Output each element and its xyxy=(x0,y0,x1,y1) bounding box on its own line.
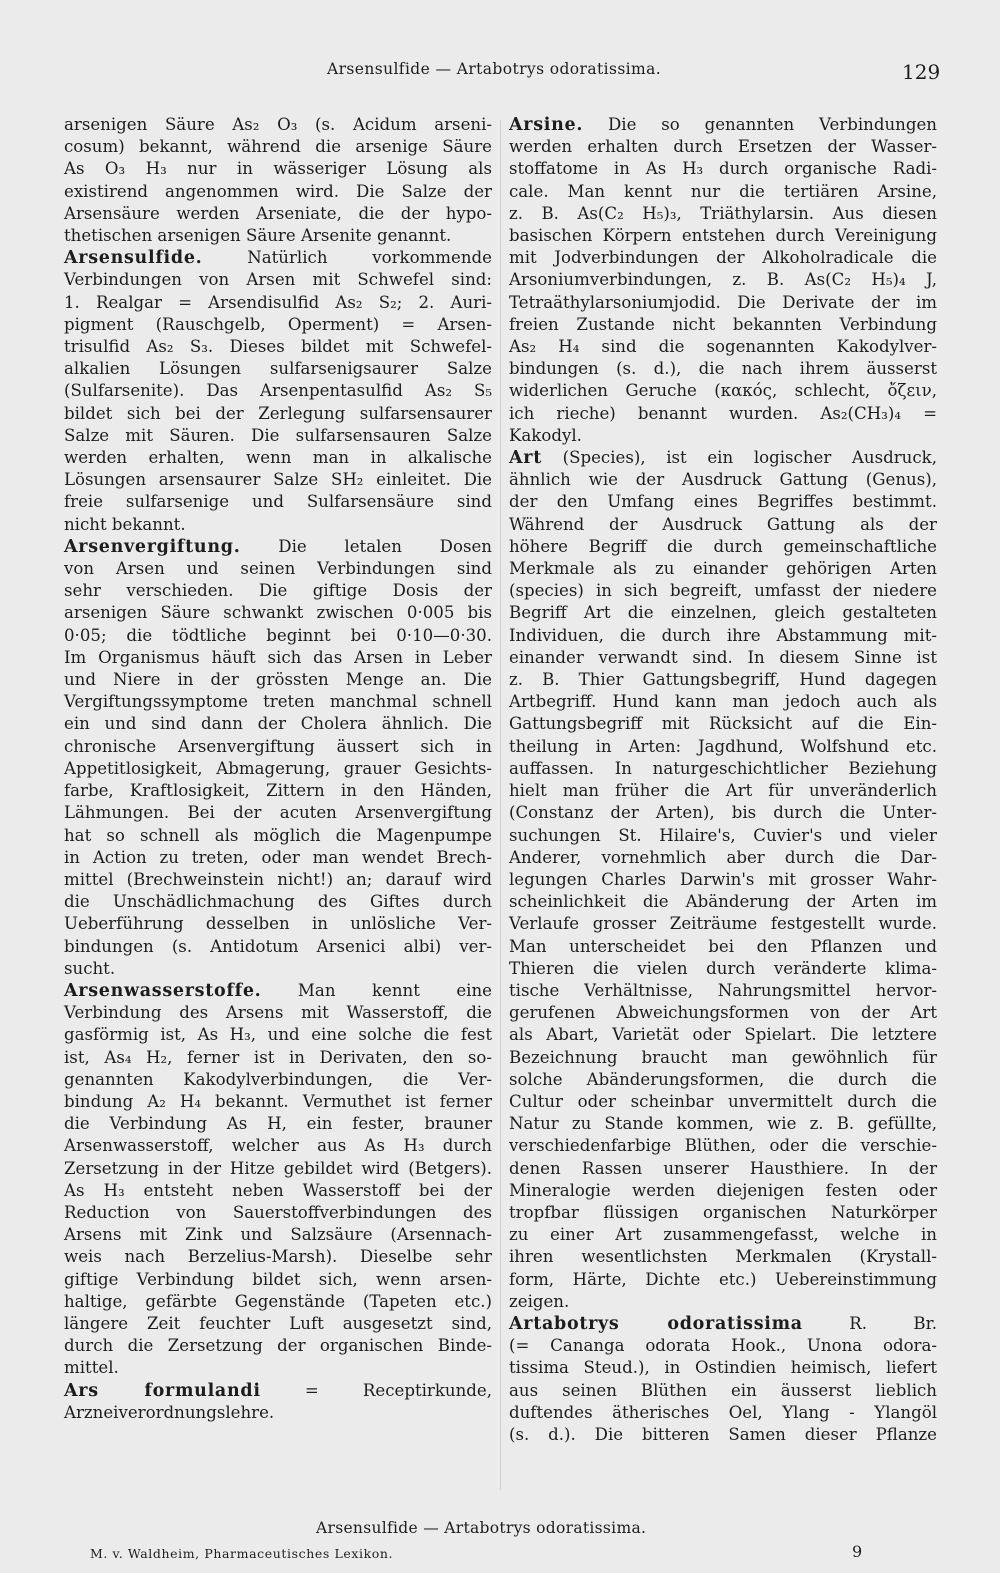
text-line xyxy=(64,1202,492,1224)
line-text: der den Umfang eines Begriffes bestimmt. xyxy=(509,492,937,512)
text-line xyxy=(509,602,937,624)
line-text: sehr verschieden. Die giftige Dosis der xyxy=(64,581,492,601)
line-text: ich rieche) benannt wurden. As₂(CH₃)₄ = xyxy=(509,403,937,423)
text-line xyxy=(509,558,937,580)
text-line xyxy=(509,292,937,314)
line-text: freie sulfarsenige und Sulfarsensäure sind xyxy=(64,492,492,512)
line-text: Reduction von Sauerstoffverbindungen des xyxy=(64,1202,492,1222)
text-line xyxy=(509,1291,937,1313)
line-text: thetischen arsenigen Säure Arsenite genannt. xyxy=(64,226,452,246)
line-text: theilung in Arten: Jagdhund, Wolfshund etc. xyxy=(509,736,937,756)
line-text: Cultur oder scheinbar unvermittelt durch die xyxy=(509,1091,937,1111)
text-line xyxy=(64,913,492,935)
text-line xyxy=(64,691,492,713)
line-text: hielt man früher die Art für unveränderlich xyxy=(509,781,937,801)
text-line xyxy=(509,647,937,669)
entry-headword: Arsine. xyxy=(509,115,584,135)
line-text: Begriff Art die einzelnen, gleich gestalteten xyxy=(509,603,937,623)
text-line xyxy=(64,514,492,536)
text-line xyxy=(509,869,937,891)
line-text: Vergiftungssymptome treten manchmal schnell xyxy=(64,692,492,712)
text-line xyxy=(509,736,937,758)
text-line xyxy=(509,469,937,491)
text-line xyxy=(509,1024,937,1046)
text-line xyxy=(64,447,492,469)
line-text: cosum) bekannt, während die arsenige Säure xyxy=(64,137,492,157)
text-line xyxy=(64,380,492,402)
right-column xyxy=(509,114,937,1446)
line-text: nicht bekannt. xyxy=(64,514,186,534)
text-line xyxy=(509,936,937,958)
text-line xyxy=(509,1402,937,1424)
text-line xyxy=(64,1335,492,1357)
text-line xyxy=(64,958,492,980)
line-text: höhere Begriff die durch gemeinschaftliche xyxy=(509,536,937,556)
text-line xyxy=(509,247,937,269)
text-line xyxy=(509,403,937,425)
text-line xyxy=(509,758,937,780)
line-text: Man unterscheidet bei den Pflanzen und xyxy=(509,936,937,956)
line-text: Verbindungen von Arsen mit Schwefel sind: xyxy=(64,270,492,290)
text-line xyxy=(64,1024,492,1046)
text-line xyxy=(64,1047,492,1069)
line-text: zeigen. xyxy=(509,1291,570,1311)
line-text: z. B. As(C₂ H₅)₃, Triäthylarsin. Aus diesen xyxy=(509,203,937,223)
column-divider xyxy=(500,120,501,1490)
line-text: Natürlich vorkommende xyxy=(202,248,492,268)
text-line xyxy=(64,1313,492,1335)
line-text: in Action zu treten, oder man wendet Brech- xyxy=(64,847,492,867)
text-line xyxy=(64,225,492,247)
text-line xyxy=(64,580,492,602)
line-text: Lähmungen. Bei der acuten Arsenvergiftung xyxy=(64,803,492,823)
line-text: bildet sich bei der Zerlegung sulfarsensaurer xyxy=(64,403,492,423)
text-line xyxy=(64,1091,492,1113)
line-text: Artbegriff. Hund kann man jedoch auch als xyxy=(509,692,937,712)
line-text: ist, As₄ H₂, ferner ist in Derivaten, den so- xyxy=(64,1047,492,1067)
line-text: hat so schnell als möglich die Magenpumpe xyxy=(64,825,492,845)
text-line xyxy=(64,469,492,491)
line-text: aus seinen Blüthen ein äusserst lieblich xyxy=(509,1380,937,1400)
running-title: Arsensulfide — Artabotrys odoratissima. xyxy=(327,60,662,78)
text-line xyxy=(509,1047,937,1069)
line-text: widerlichen Geruche (κακός, schlecht, ὄζειν, xyxy=(509,381,937,401)
line-text: (s. d.). Die bitteren Samen dieser Pflanze xyxy=(509,1424,937,1444)
line-text: Arsens mit Zink und Salzsäure (Arsennach- xyxy=(64,1225,492,1245)
text-line xyxy=(509,1313,937,1335)
line-text: gerufenen Abweichungsformen von der Art xyxy=(509,1003,937,1023)
line-text: Ueberführung desselben in unlösliche Ver- xyxy=(64,914,492,934)
line-text: verschiedenfarbige Blüthen, oder die verschie- xyxy=(509,1136,937,1156)
entry-headword: Arsensulfide. xyxy=(64,248,203,269)
line-text: As O₃ H₃ nur in wässeriger Lösung als xyxy=(64,159,492,179)
line-text: Merkmale als zu einander gehörigen Arten xyxy=(509,559,937,579)
text-line xyxy=(64,1269,492,1291)
text-line xyxy=(509,358,937,380)
line-text: Kakodyl. xyxy=(509,425,582,445)
text-line xyxy=(64,1135,492,1157)
line-text: (Constanz der Arten), bis durch die Unter- xyxy=(509,803,937,823)
line-text: scheinlichkeit die Abänderung der Arten im xyxy=(509,892,937,912)
text-line xyxy=(64,1113,492,1135)
line-text: tissima Steud.), in Ostindien heimisch, liefert xyxy=(509,1358,937,1378)
text-line xyxy=(509,225,937,247)
text-line xyxy=(64,203,492,225)
text-line xyxy=(509,780,937,802)
line-text: ein und sind dann der Cholera ähnlich. Die xyxy=(64,714,492,734)
text-line xyxy=(509,491,937,513)
line-text: werden erhalten, wenn man in alkalische xyxy=(64,448,492,468)
text-line xyxy=(64,181,492,203)
line-text: längere Zeit feuchter Luft ausgesetzt sind, xyxy=(64,1313,492,1333)
line-text: freien Zustande nicht bekannten Verbindung xyxy=(509,314,937,334)
line-text: Appetitlosigkeit, Abmagerung, grauer Gesichts- xyxy=(64,758,492,778)
text-line xyxy=(509,1269,937,1291)
text-line xyxy=(509,536,937,558)
line-text: einander verwandt sind. In diesem Sinne ist xyxy=(509,647,937,667)
text-line xyxy=(64,1002,492,1024)
text-line xyxy=(509,425,937,447)
line-text: ihren wesentlichsten Merkmalen (Krystall- xyxy=(509,1247,937,1267)
line-text: legungen Charles Darwin's mit grosser Wahr- xyxy=(509,869,937,889)
text-line xyxy=(509,1069,937,1091)
line-text: ähnlich wie der Ausdruck Gattung (Genus), xyxy=(509,470,937,490)
line-text: stoffatome in As H₃ durch organische Radi- xyxy=(509,159,937,179)
line-text: (Species), ist ein logischer Ausdruck, xyxy=(541,448,937,468)
line-text: genannten Kakodylverbindungen, die Ver- xyxy=(64,1069,492,1089)
line-text: cale. Man kennt nur die tertiären Arsine, xyxy=(509,181,937,201)
text-line xyxy=(64,336,492,358)
entry-headword: Arsenwasserstoffe. xyxy=(64,980,262,1001)
line-text: von Arsen und seinen Verbindungen sind xyxy=(64,559,492,579)
line-text: Individuen, die durch ihre Abstammung mit- xyxy=(509,625,937,645)
text-line xyxy=(509,1202,937,1224)
text-line xyxy=(509,1380,937,1402)
text-line xyxy=(64,158,492,180)
text-line xyxy=(509,980,937,1002)
text-line xyxy=(64,847,492,869)
line-text: 1. Realgar = Arsendisulfid As₂ S₂; 2. Auri- xyxy=(64,292,492,312)
line-text: farbe, Kraftlosigkeit, Zittern in den Händen, xyxy=(64,781,492,801)
line-text: bindung A₂ H₄ bekannt. Vermuthet ist ferner xyxy=(64,1091,492,1111)
text-line xyxy=(64,825,492,847)
text-line xyxy=(509,1158,937,1180)
line-text: trisulfid As₂ S₃. Dieses bildet mit Schwefel- xyxy=(64,337,492,357)
line-text: zu einer Art zusammengefasst, welche in xyxy=(509,1225,937,1245)
text-line xyxy=(509,713,937,735)
line-text: As₂ H₄ sind die sogenannten Kakodylver- xyxy=(509,337,937,357)
line-text: Im Organismus häuft sich das Arsen in Leber xyxy=(64,647,492,667)
text-line xyxy=(64,136,492,158)
text-line xyxy=(509,1335,937,1357)
publisher-line: M. v. Waldheim, Pharmaceutisches Lexikon. xyxy=(90,1546,394,1561)
text-line xyxy=(509,336,937,358)
line-text: Zersetzung in der Hitze gebildet wird (Betgers). xyxy=(64,1158,492,1178)
text-line xyxy=(64,1357,492,1379)
line-text: Anderer, vornehmlich aber durch die Dar- xyxy=(509,847,937,867)
line-text: Verbindung des Arsens mit Wasserstoff, die xyxy=(64,1003,492,1023)
text-line xyxy=(509,625,937,647)
text-line xyxy=(509,847,937,869)
text-line xyxy=(509,447,937,469)
text-line xyxy=(509,691,937,713)
line-text: 0·05; die tödtliche beginnt bei 0·10—0·30. xyxy=(64,625,492,645)
text-line xyxy=(64,758,492,780)
line-text: weis nach Berzelius-Marsh). Dieselbe sehr xyxy=(64,1247,492,1267)
line-text: suchungen St. Hilaire's, Cuvier's und vieler xyxy=(509,825,937,845)
entry-headword: Artabotrys odoratissima xyxy=(509,1313,803,1334)
entry-headword: Art xyxy=(509,448,542,469)
text-line xyxy=(509,825,937,847)
text-line xyxy=(64,269,492,291)
text-line xyxy=(509,1180,937,1202)
line-text: die Unschädlichmachung des Giftes durch xyxy=(64,892,492,912)
text-line xyxy=(64,114,492,136)
text-line xyxy=(509,269,937,291)
line-text: z. B. Thier Gattungsbegriff, Hund dagegen xyxy=(509,670,937,690)
text-line xyxy=(64,736,492,758)
line-text: (species) in sich begreift, umfasst der niedere xyxy=(509,581,937,601)
line-text: Verlaufe grosser Zeiträume festgestellt wurde. xyxy=(509,914,937,934)
line-text: As H₃ entsteht neben Wasserstoff bei der xyxy=(64,1180,492,1200)
line-text: sucht. xyxy=(64,958,116,978)
line-text: giftige Verbindung bildet sich, wenn arsen- xyxy=(64,1269,492,1289)
text-line xyxy=(64,425,492,447)
line-text: mittel (Brechweinstein nicht!) an; darauf wird xyxy=(64,869,492,889)
line-text: alkalien Lösungen sulfarsenigsaurer Salze xyxy=(64,359,492,379)
line-text: Während der Ausdruck Gattung als der xyxy=(509,514,937,534)
left-column xyxy=(64,114,492,1424)
line-text: = Receptirkunde, xyxy=(260,1380,492,1400)
line-text: Mineralogie werden diejenigen festen oder xyxy=(509,1180,937,1200)
line-text: tropfbar flüssigen organischen Naturkörper xyxy=(509,1202,937,1222)
line-text: basischen Körpern entstehen durch Vereinigung xyxy=(509,226,937,246)
text-line xyxy=(64,536,492,558)
line-text: Bezeichnung braucht man gewöhnlich für xyxy=(509,1047,937,1067)
page-number: 129 xyxy=(902,60,941,84)
sheet-number: 9 xyxy=(852,1542,863,1561)
text-line xyxy=(64,358,492,380)
text-line xyxy=(64,1246,492,1268)
line-text: mit Jodverbindungen der Alkoholradicale die xyxy=(509,248,937,268)
line-text: pigment (Rauschgelb, Operment) = Arsen- xyxy=(64,314,492,334)
line-text: arsenigen Säure schwankt zwischen 0·005 bis xyxy=(64,603,492,623)
text-line xyxy=(509,958,937,980)
line-text: existirend angenommen wird. Die Salze der xyxy=(64,181,492,201)
text-line xyxy=(509,1113,937,1135)
text-line xyxy=(64,625,492,647)
line-text: Arsensäure werden Arseniate, die der hypo- xyxy=(64,203,492,223)
text-line xyxy=(64,314,492,336)
line-text: Arzneiverordnungslehre. xyxy=(64,1402,275,1422)
text-line xyxy=(64,602,492,624)
line-text: Die letalen Dosen xyxy=(240,536,492,556)
text-line xyxy=(509,669,937,691)
text-line xyxy=(509,203,937,225)
line-text: Tetraäthylarsoniumjodid. Die Derivate der im xyxy=(509,292,937,312)
entry-headword: Arsenvergiftung. xyxy=(64,536,241,557)
text-line xyxy=(509,913,937,935)
text-line xyxy=(509,380,937,402)
line-text: Natur zu Stande kommen, wie z. B. gefüllte, xyxy=(509,1114,937,1134)
line-text: arsenigen Säure As₂ O₃ (s. Acidum arseni- xyxy=(64,115,492,134)
text-line xyxy=(509,1224,937,1246)
text-line xyxy=(64,292,492,314)
text-line xyxy=(64,1180,492,1202)
footer-title: Arsensulfide — Artabotrys odoratissima. xyxy=(316,1519,647,1537)
line-text: haltige, gefärbte Gegenstände (Tapeten etc.) xyxy=(64,1291,492,1311)
line-text: auffassen. In naturgeschichtlicher Beziehung xyxy=(509,758,937,778)
text-line xyxy=(509,1002,937,1024)
line-text: mittel. xyxy=(64,1358,119,1378)
line-text: form, Härte, Dichte etc.) Uebereinstimmung xyxy=(509,1269,937,1289)
text-line xyxy=(509,802,937,824)
text-line xyxy=(64,1069,492,1091)
line-text: Thieren die vielen durch veränderte klima- xyxy=(509,958,937,978)
line-text: als Abart, Varietät oder Spielart. Die letztere xyxy=(509,1025,937,1045)
line-text: Gattungsbegriff mit Rücksicht auf die Ein- xyxy=(509,714,937,734)
text-line xyxy=(64,1158,492,1180)
line-text: gasförmig ist, As H₃, und eine solche die fest xyxy=(64,1025,492,1045)
entry-headword: Ars formulandi xyxy=(64,1380,261,1401)
line-text: duftendes ätherisches Oel, Ylang - Ylangöl xyxy=(509,1402,937,1422)
line-text: die Verbindung As H, ein fester, brauner xyxy=(64,1114,492,1134)
text-line xyxy=(64,558,492,580)
text-line xyxy=(509,181,937,203)
line-text: werden erhalten durch Ersetzen der Wasser- xyxy=(509,137,937,157)
text-line xyxy=(64,780,492,802)
text-line xyxy=(64,669,492,691)
line-text: Die so genannten Verbindungen xyxy=(583,115,937,134)
text-line xyxy=(64,891,492,913)
line-text: Arsoniumverbindungen, z. B. As(C₂ H₅)₄ J, xyxy=(509,270,937,290)
text-line xyxy=(64,980,492,1002)
text-line xyxy=(509,1424,937,1446)
line-text: chronische Arsenvergiftung äussert sich in xyxy=(64,736,492,756)
text-line xyxy=(64,936,492,958)
text-line xyxy=(509,158,937,180)
text-line xyxy=(64,403,492,425)
text-line xyxy=(64,247,492,269)
line-text: tische Verhältnisse, Nahrungsmittel hervor- xyxy=(509,980,937,1000)
line-text: bindungen (s. Antidotum Arsenici albi) ver- xyxy=(64,936,492,956)
text-line xyxy=(64,869,492,891)
text-line xyxy=(64,647,492,669)
line-text: (= Cananga odorata Hook., Unona odora- xyxy=(509,1336,937,1356)
text-line xyxy=(509,1135,937,1157)
line-text: solche Abänderungsformen, die durch die xyxy=(509,1069,937,1089)
line-text: Lösungen arsensaurer Salze SH₂ einleitet. Die xyxy=(64,470,492,490)
line-text: Salze mit Säuren. Die sulfarsensauren Salze xyxy=(64,425,492,445)
text-line xyxy=(509,1091,937,1113)
text-line xyxy=(509,136,937,158)
text-line xyxy=(64,1291,492,1313)
line-text: (Sulfarsenite). Das Arsenpentasulfid As₂ S₅ xyxy=(64,381,492,401)
text-line xyxy=(509,580,937,602)
line-text: Man kennt eine xyxy=(261,980,492,1000)
line-text: bindungen (s. d.), die nach ihrem äusserst xyxy=(509,359,937,379)
line-text: R. Br. xyxy=(802,1313,937,1333)
text-line xyxy=(509,514,937,536)
text-line xyxy=(64,491,492,513)
text-line xyxy=(64,713,492,735)
line-text: Arsenwasserstoff, welcher aus As H₃ durch xyxy=(64,1136,492,1156)
line-text: und Niere in der grössten Menge an. Die xyxy=(64,670,492,690)
text-line xyxy=(509,891,937,913)
text-line xyxy=(64,1380,492,1402)
text-line xyxy=(64,802,492,824)
line-text: durch die Zersetzung der organischen Binde- xyxy=(64,1336,492,1356)
text-line xyxy=(509,1246,937,1268)
text-line xyxy=(64,1224,492,1246)
text-line xyxy=(509,114,937,136)
text-line xyxy=(509,1357,937,1379)
line-text: denen Rassen unserer Hausthiere. In der xyxy=(509,1158,937,1178)
text-line xyxy=(509,314,937,336)
text-line xyxy=(64,1402,492,1424)
